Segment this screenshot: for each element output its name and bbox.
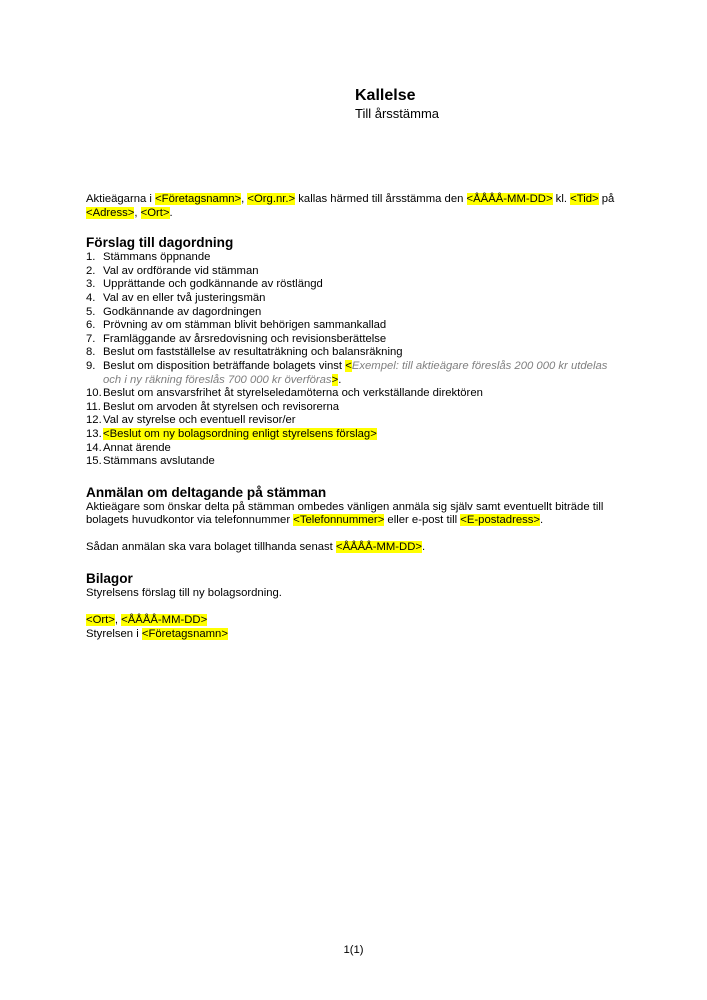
item-number: 6. (86, 319, 96, 332)
agenda-item (86, 428, 621, 442)
agenda-section (86, 234, 621, 469)
document-body (86, 193, 621, 641)
item-text: Val av en eller två justeringsmän (103, 291, 266, 304)
deadline-text: Sådan anmälan ska vara bolaget tillhanda senast (86, 541, 336, 554)
item-number: 11. (86, 400, 101, 413)
signature-board (86, 628, 621, 642)
agenda-item (86, 251, 621, 265)
example-text: Exempel: till aktieägare föreslås 200 000 kr utdelas och i ny räkning föreslås 700 000 kr överföras (103, 359, 608, 386)
signature-date-placeholder: <ÅÅÅÅ-MM-DD> (121, 614, 208, 627)
item-text: Val av ordförande vid stämman (103, 264, 259, 277)
item-number: 15. (86, 455, 102, 468)
signature-place-date (86, 614, 621, 628)
item-text: Stämmans öppnande (103, 251, 211, 264)
agenda-item (86, 265, 621, 279)
agenda-item (86, 346, 621, 360)
agenda-list (86, 251, 621, 469)
deadline-paragraph (86, 541, 621, 555)
agenda-item (86, 333, 621, 347)
deadline-text: . (421, 541, 426, 554)
item-text: . (338, 373, 342, 386)
item-number: 7. (86, 332, 96, 345)
item-number: 8. (86, 346, 96, 359)
item-text: Framläggande av årsredovisning och revisionsberättelse (103, 332, 387, 345)
item-text: Beslut om arvoden åt styrelsen och revisorerna (103, 400, 340, 413)
document-header (355, 86, 439, 122)
page-number: 1(1) (343, 944, 364, 956)
city-placeholder: <Ort> (140, 206, 170, 219)
item-text: Beslut om disposition beträffande bolagets vinst (103, 359, 346, 372)
item-number: 4. (86, 291, 96, 304)
signature-company-placeholder: <Företagsnamn> (141, 627, 228, 640)
intro-text: . (169, 206, 173, 219)
agenda-item (86, 278, 621, 292)
agenda-item (86, 401, 621, 415)
company-placeholder: <Företagsnamn> (155, 193, 242, 205)
intro-text: , (241, 193, 248, 205)
item-text: Beslut om fastställelse av resultaträkning och balansräkning (103, 346, 403, 359)
date-placeholder: <ÅÅÅÅ-MM-DD> (466, 193, 553, 205)
agenda-item (86, 455, 621, 469)
phone-placeholder: <Telefonnummer> (293, 514, 385, 527)
intro-text: kl. (552, 193, 571, 205)
item-text: Annat ärende (103, 441, 171, 454)
item-number: 2. (86, 264, 96, 277)
item-text: Beslut om ansvarsfrihet åt styrelseledamöterna och verkställande direktören (103, 387, 483, 400)
registration-heading: Anmälan om deltagande på stämman (86, 484, 327, 500)
placeholder-bracket: > (331, 373, 339, 386)
placeholder-bracket: < (345, 359, 352, 372)
time-placeholder: <Tid> (570, 193, 599, 205)
agenda-item (86, 442, 621, 456)
registration-section (86, 484, 621, 555)
orgnr-placeholder: <Org.nr.> (247, 193, 296, 205)
intro-text: kallas härmed till årsstämma den (295, 193, 467, 205)
signature-text: Styrelsen i (86, 627, 142, 640)
item-text: Prövning av om stämman blivit behörigen sammankallad (103, 319, 387, 332)
document-title: Kallelse (355, 87, 416, 104)
item-number: 5. (86, 305, 96, 318)
email-placeholder: <E-postadress> (460, 514, 541, 527)
agenda-item (86, 292, 621, 306)
bylaws-placeholder: <Beslut om ny bolagsordning enligt styrelsens förslag> (103, 427, 377, 440)
intro-text: Aktieägarna i (86, 193, 156, 205)
item-number: 14. (86, 441, 102, 454)
item-text: Val av styrelse och eventuell revisor/er (103, 414, 296, 427)
agenda-heading: Förslag till dagordning (86, 235, 234, 251)
signature-separator: , (114, 614, 122, 627)
item-number: 12. (86, 414, 102, 427)
agenda-item (86, 360, 621, 387)
item-number: 13. (86, 427, 102, 440)
item-number: 9. (86, 359, 96, 372)
attachments-section (86, 570, 621, 641)
item-number: 1. (86, 251, 96, 264)
agenda-item (86, 387, 621, 401)
item-number: 3. (86, 278, 96, 291)
item-number: 10. (86, 387, 102, 400)
attachments-text: Styrelsens förslag till ny bolagsordning. (86, 587, 282, 600)
registration-paragraph (86, 501, 621, 528)
attachments-heading: Bilagor (86, 571, 133, 587)
item-text: Upprättande och godkännande av röstlängd (103, 278, 323, 291)
intro-text: , (134, 206, 141, 219)
address-placeholder: <Adress> (86, 206, 135, 219)
agenda-item (86, 414, 621, 428)
signature-city-placeholder: <Ort> (86, 614, 115, 627)
registration-text: . (540, 514, 544, 527)
intro-text: på (598, 193, 615, 205)
registration-text: Aktieägare som önskar delta på stämman ombedes vänligen anmäla sig själv samt eventuellt biträde till bolagets huvudkontor via telefonnummer (86, 500, 604, 527)
item-text: Stämmans avslutande (103, 455, 215, 468)
deadline-date-placeholder: <ÅÅÅÅ-MM-DD> (335, 541, 422, 554)
agenda-item (86, 319, 621, 333)
registration-text: eller e-post till (384, 514, 461, 527)
item-text: Godkännande av dagordningen (103, 305, 262, 318)
intro-paragraph (86, 193, 621, 220)
agenda-item (86, 306, 621, 320)
document-subtitle: Till årsstämma (355, 106, 440, 121)
